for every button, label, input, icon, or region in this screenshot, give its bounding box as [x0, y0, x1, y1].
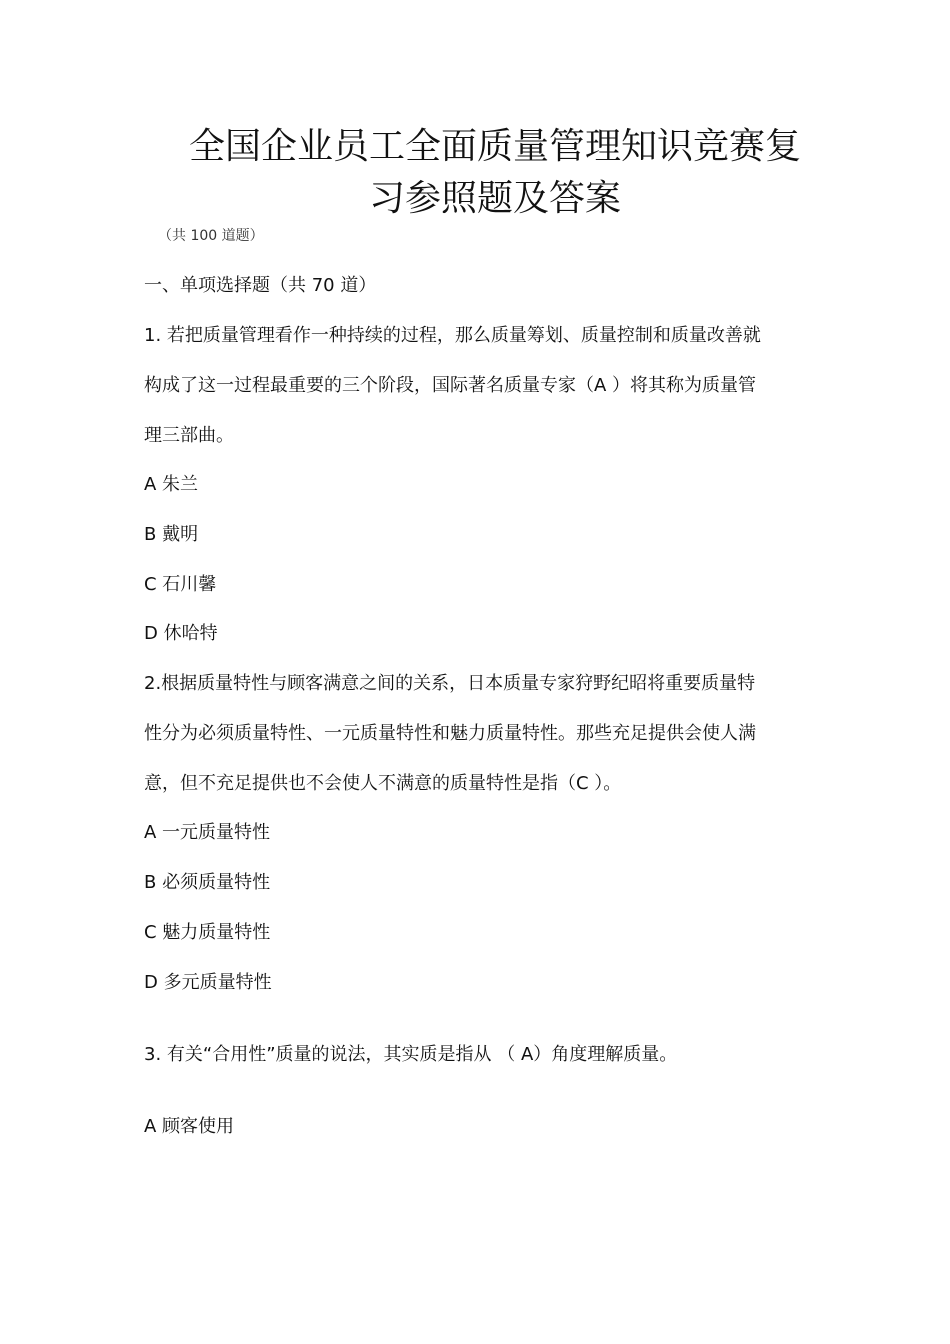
question-3-line-1: 3. 有关“合用性”质量的说法，其实质是指从 （ A）角度理解质量。 [144, 1044, 678, 1065]
question-2-line-2: 性分为必须质量特性、一元质量特性和魅力质量特性。那些充足提供会使人满 [144, 723, 756, 744]
question-3-option-a: A 顾客使用 [144, 1116, 235, 1137]
question-1-line-3: 理三部曲。 [144, 425, 234, 446]
question-1-option-c: C 石川馨 [144, 574, 217, 595]
question-2-option-b: B 必须质量特性 [144, 872, 271, 893]
question-2-option-c: C 魅力质量特性 [144, 922, 271, 943]
question-2-option-d: D 多元质量特性 [144, 972, 272, 993]
question-1-option-d: D 休哈特 [144, 623, 218, 644]
document-title-line-2: 习参照题及答案 [368, 178, 621, 219]
document-title-line-1: 全国企业员工全面质量管理知识竞赛复 [188, 126, 801, 167]
question-2-line-1: 2.根据质量特性与顾客满意之间的关系，日本质量专家狩野纪昭将重要质量特 [144, 673, 756, 694]
question-1-line-2: 构成了这一过程最重要的三个阶段，国际著名质量专家（A ）将其称为质量管 [144, 375, 757, 396]
question-1-option-b: B 戴明 [144, 524, 199, 545]
section-heading: 一、单项选择题（共 70 道） [144, 275, 377, 296]
question-count: （共 100 道题） [158, 228, 264, 244]
question-2-line-3: 意，但不充足提供也不会使人不满意的质量特性是指（C ）。 [144, 773, 622, 794]
question-1-option-a: A 朱兰 [144, 474, 199, 495]
question-2-option-a: A 一元质量特性 [144, 822, 271, 843]
question-1-line-1: 1. 若把质量管理看作一种持续的过程，那么质量筹划、质量控制和质量改善就 [144, 325, 761, 346]
